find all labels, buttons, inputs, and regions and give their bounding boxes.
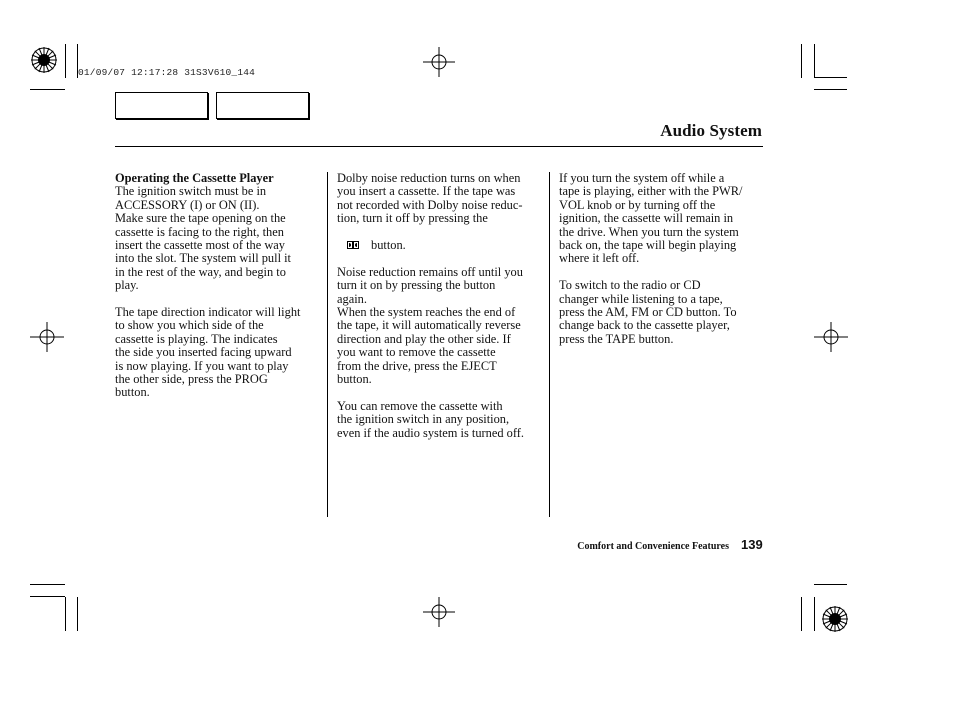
dolby-button-text: button.: [371, 238, 406, 253]
paragraph: To switch to the radio or CD changer while listening to a tape, press the AM, FM or CD button. To change back to the cassette player, press the TAPE button.: [559, 278, 737, 346]
column-divider: [549, 172, 550, 517]
crop-mark: [65, 44, 66, 78]
crosshair-icon: [423, 597, 455, 627]
crop-mark: [65, 597, 66, 631]
section-heading: Operating the Cassette Player: [115, 171, 274, 185]
crop-mark: [814, 89, 847, 90]
sunburst-icon: [29, 45, 59, 75]
column-divider: [327, 172, 328, 517]
crop-mark: [30, 89, 65, 90]
dolby-icon: [347, 240, 359, 250]
crosshair-icon: [30, 322, 64, 352]
crop-mark: [801, 44, 802, 78]
crosshair-icon: [423, 47, 455, 77]
paragraph: You can remove the cassette with the ignition switch in any position, even if the audio system is turned off.: [337, 398, 524, 440]
crop-mark: [814, 597, 815, 631]
crop-mark: [30, 584, 65, 585]
paragraph: Dolby noise reduction turns on when you insert a cassette. If the tape was not recorded with Dolby noise reduc- tion, turn it off by pressing the: [337, 171, 523, 226]
column-1: [115, 172, 323, 400]
column-2: [337, 172, 547, 440]
paragraph-dolby-line: [337, 226, 547, 253]
paragraph: The ignition switch must be in ACCESSORY (I) or ON (II). Make sure the tape opening on the cassette is facing to the right, then insert the cassette most of the way into the slot. The system will pull it in the rest of the way, and begin to play.: [115, 184, 291, 293]
title-rule: [115, 146, 763, 147]
crop-mark: [814, 77, 847, 78]
page-title: Audio System: [660, 121, 762, 140]
paragraph: If you turn the system off while a tape is playing, either with the PWR/ VOL knob or by turning off the ignition, the cassette will remain in the drive. When you turn the system back on, the tape will begin playing where it left off.: [559, 171, 743, 266]
print-timestamp: 01/09/07 12:17:28 31S3V610_144: [78, 67, 256, 78]
paragraph: Noise reduction remains off until you turn it on by pressing the button again. When the system reaches the end of the tape, it will automatically reverse direction and play the other side. If you want to remove the cassette from the drive, press the EJECT button.: [337, 264, 523, 387]
crop-mark: [814, 584, 847, 585]
crop-mark: [814, 44, 815, 78]
crop-mark: [801, 597, 802, 631]
crop-mark: [30, 596, 65, 597]
crosshair-icon: [814, 322, 848, 352]
page-number: 139: [741, 537, 763, 552]
crop-mark: [77, 597, 78, 631]
tab-box: [115, 92, 208, 119]
column-3: [559, 172, 765, 346]
tab-box: [216, 92, 309, 119]
sunburst-icon: [820, 604, 850, 634]
footer-section-label: Comfort and Convenience Features: [577, 541, 729, 552]
paragraph: The tape direction indicator will light to show you which side of the cassette is playing. The indicates the side you inserted facing upward is now playing. If you want to play the other side, press the PROG button.: [115, 305, 301, 400]
